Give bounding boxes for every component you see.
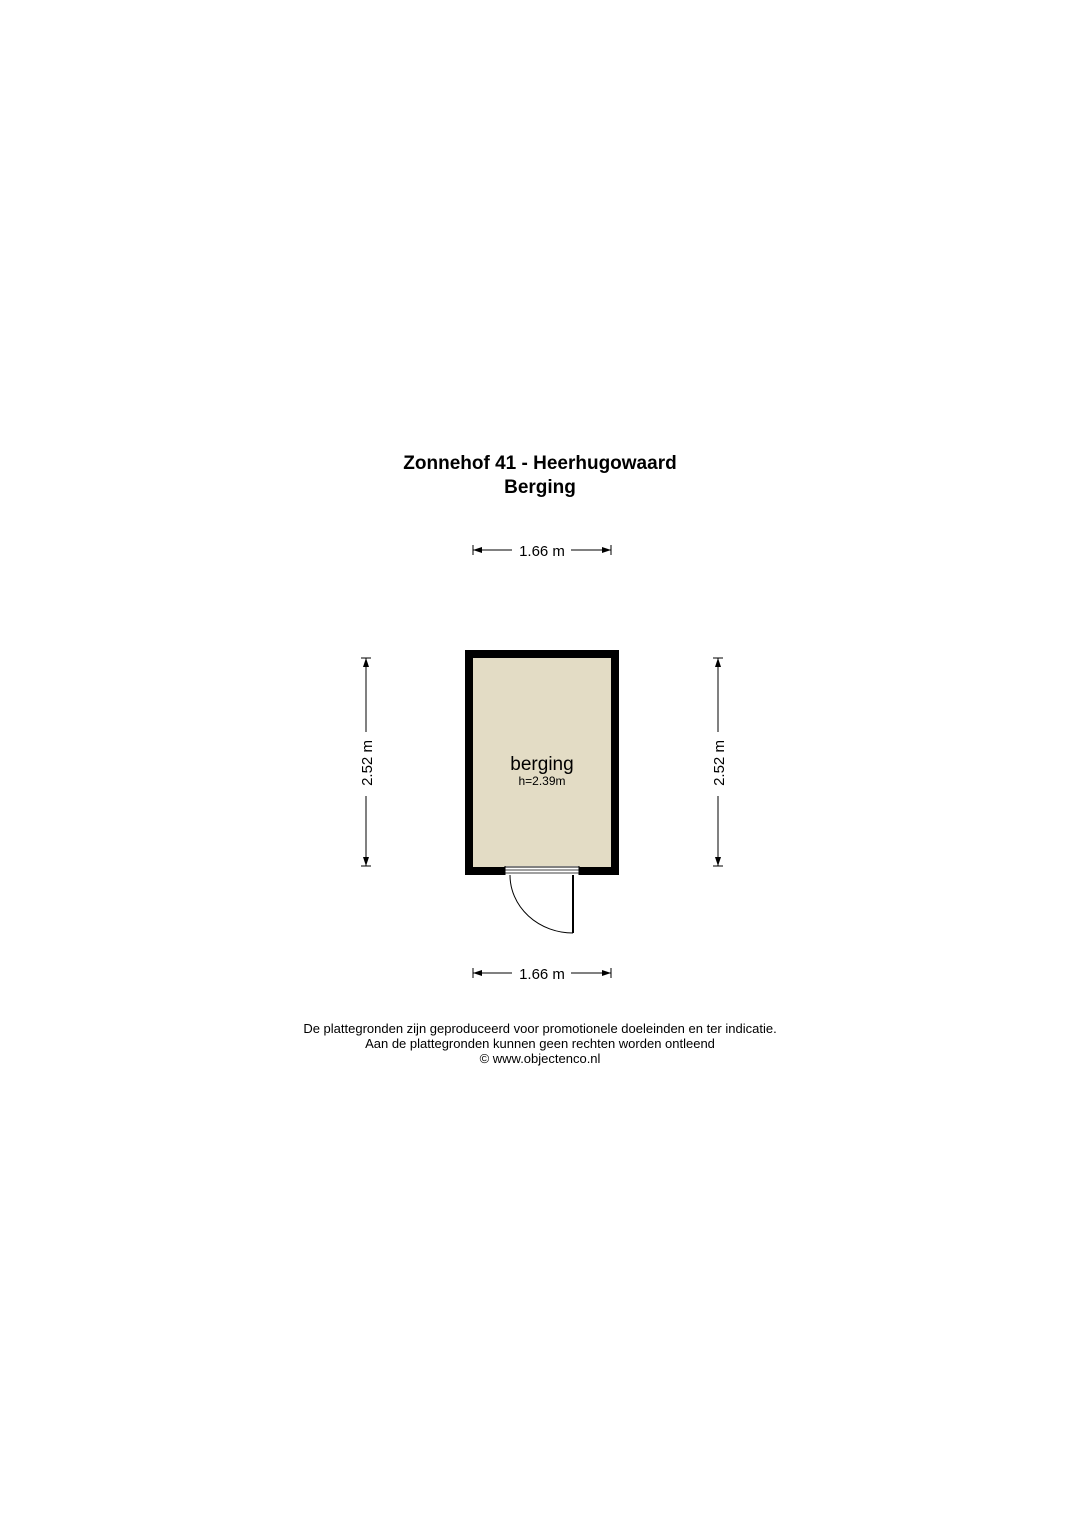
room-height: h=2.39m: [518, 774, 566, 788]
copyright-line: © www.objectenco.nl: [479, 1051, 601, 1066]
room-name: berging: [510, 754, 574, 775]
door-leaf: [572, 875, 574, 933]
plan-title: Zonnehof 41 - Heerhugowaard: [403, 453, 677, 474]
dimension-right: [711, 658, 728, 866]
door-swing-arc: [510, 875, 573, 933]
plan-subtitle: Berging: [504, 477, 576, 498]
disclaimer-line-1: De plattegronden zijn geproduceerd voor promotionele doeleinden en ter indicatie.: [303, 1021, 777, 1036]
dimension-right-label: 2.52 m: [711, 740, 728, 786]
dimension-left: [359, 658, 376, 866]
dimension-left-label: 2.52 m: [359, 740, 376, 786]
disclaimer: [0, 1021, 1080, 1066]
dimension-bottom: [473, 966, 611, 983]
disclaimer-line-2: Aan de plattegronden kunnen geen rechten worden ontleend: [365, 1036, 715, 1051]
dimension-top-label: 1.66 m: [519, 543, 565, 560]
dimension-top: [473, 543, 611, 560]
dimension-bottom-label: 1.66 m: [519, 966, 565, 983]
room-berging: [465, 650, 619, 933]
